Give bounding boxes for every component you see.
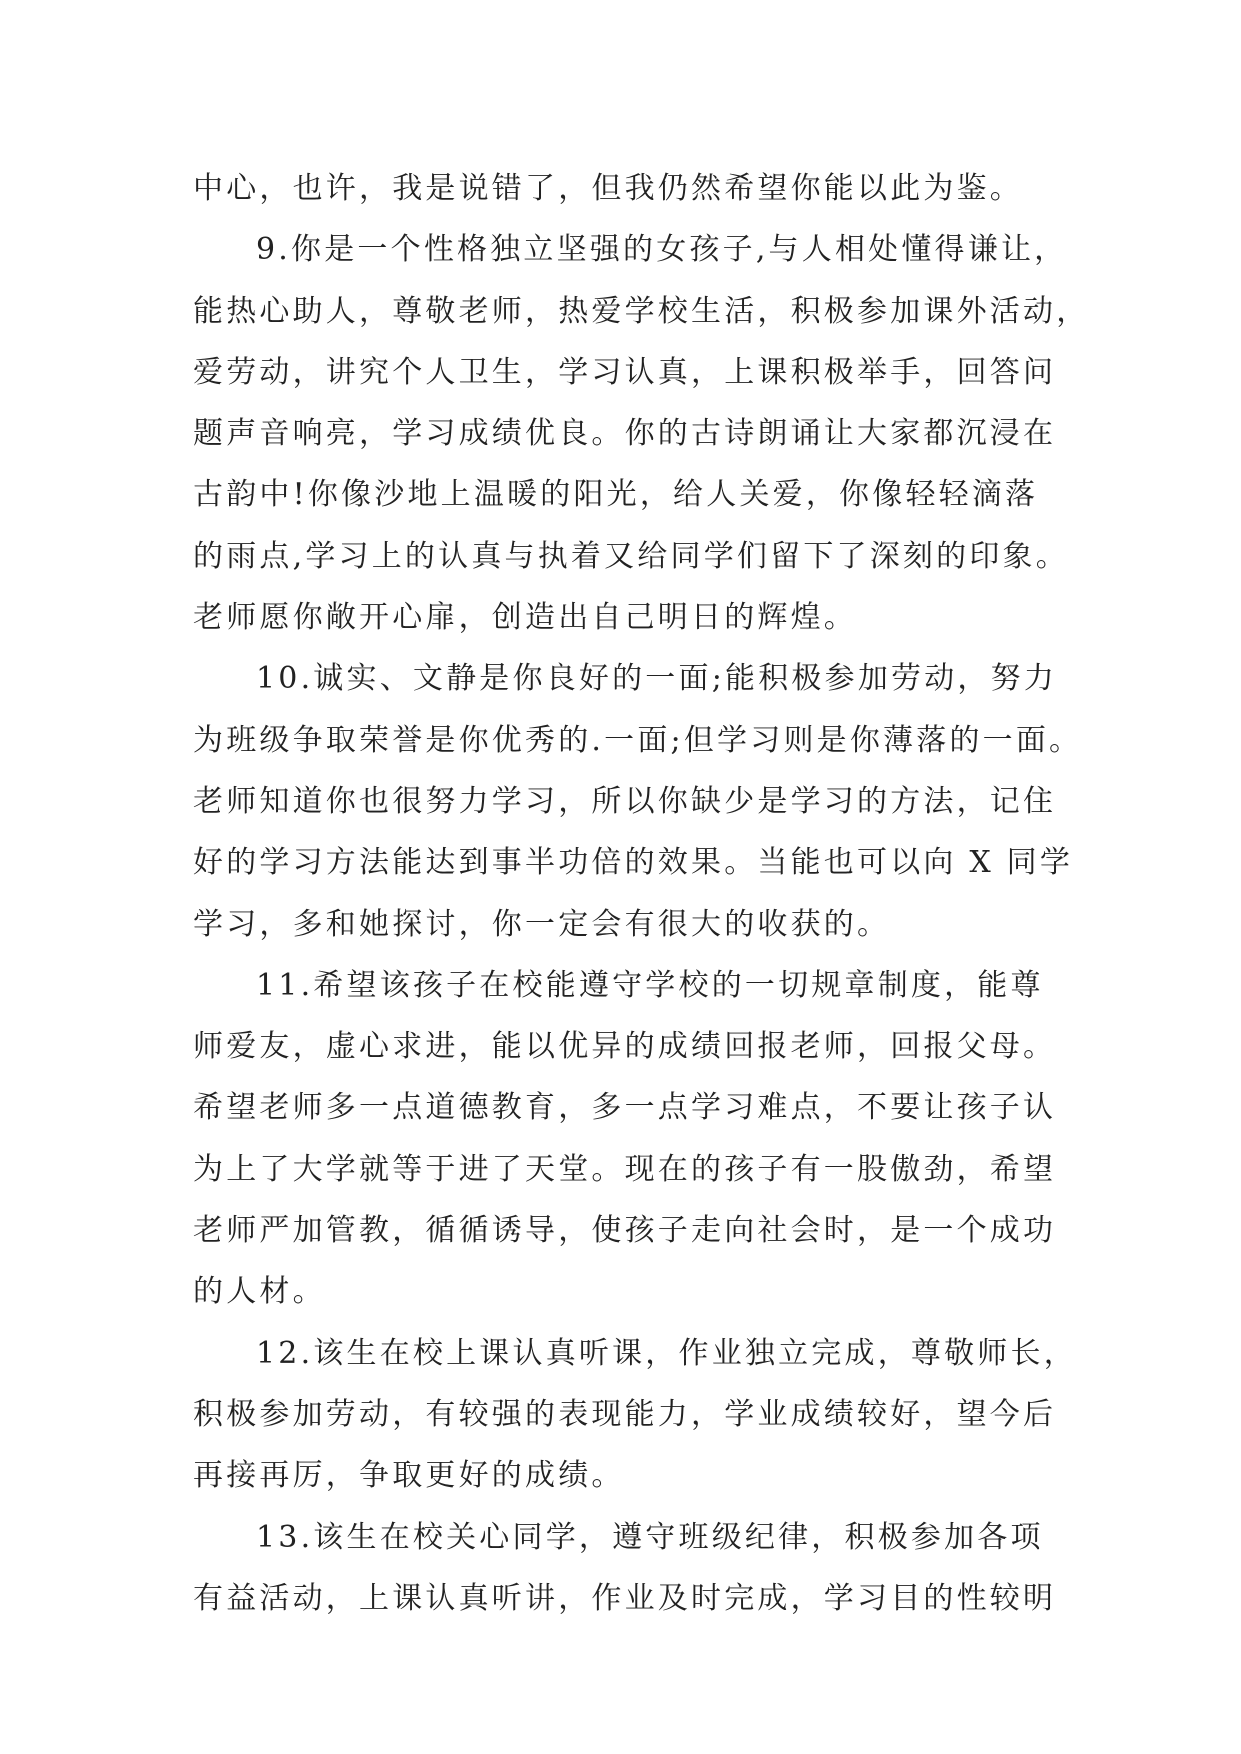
text-line-item-9: 9.你是一个性格独立坚强的女孩子,与人相处懂得谦让， [256, 232, 1068, 268]
text-line: 老师愿你敞开心扉，创造出自己明日的辉煌。 [193, 600, 857, 636]
text-line-item-12: 12.该生在校上课认真听课，作业独立完成，尊敬师长， [256, 1335, 1077, 1371]
document-body [193, 158, 1093, 1629]
text-line: 再接再厉，争取更好的成绩。 [193, 1458, 625, 1494]
text-line: 积极参加劳动，有较强的表现能力，学业成绩较好，望今后 [193, 1396, 1057, 1432]
text-line: 为班级争取荣誉是你优秀的.一面;但学习则是你薄落的一面。 [193, 722, 1083, 758]
text-line-item-11: 11.希望该孩子在校能遵守学校的一切规章制度，能尊 [256, 967, 1044, 1003]
text-line: 好的学习方法能达到事半功倍的效果。当能也可以向 X 同学 [193, 845, 1074, 881]
text-line: 有益活动，上课认真听讲，作业及时完成，学习目的性较明 [193, 1580, 1057, 1616]
text-line: 中心，也许，我是说错了，但我仍然希望你能以此为鉴。 [193, 171, 1023, 206]
text-line: 古韵中!你像沙地上温暖的阳光，给人关爱，你像轻轻滴落 [193, 477, 1039, 513]
text-line: 老师知道你也很努力学习，所以你缺少是学习的方法，记住 [193, 783, 1057, 819]
text-line: 希望老师多一点道德教育，多一点学习难点，不要让孩子认 [193, 1090, 1057, 1126]
text-line-item-10: 10.诚实、文静是你良好的一面;能积极参加劳动，努力 [256, 661, 1058, 697]
text-line: 为上了大学就等于进了天堂。现在的孩子有一股傲劲，希望 [193, 1151, 1057, 1187]
text-line: 师爱友，虚心求进，能以优异的成绩回报老师，回报父母。 [193, 1029, 1057, 1065]
text-line: 能热心助人，尊敬老师，热爱学校生活，积极参加课外活动， [193, 293, 1090, 329]
text-line: 的人材。 [193, 1274, 326, 1310]
text-line-item-13: 13.该生在校关心同学，遵守班级纪律，积极参加各项 [256, 1519, 1044, 1555]
text-line: 老师严加管教，循循诱导，使孩子走向社会时，是一个成功 [193, 1213, 1057, 1249]
text-line: 爱劳动，讲究个人卫生，学习认真，上课积极举手，回答问 [193, 354, 1057, 390]
text-line: 的雨点,学习上的认真与执着又给同学们留下了深刻的印象。 [193, 538, 1069, 574]
text-line: 题声音响亮，学习成绩优良。你的古诗朗诵让大家都沉浸在 [193, 416, 1057, 452]
text-line: 学习，多和她探讨，你一定会有很大的收获的。 [193, 906, 891, 942]
